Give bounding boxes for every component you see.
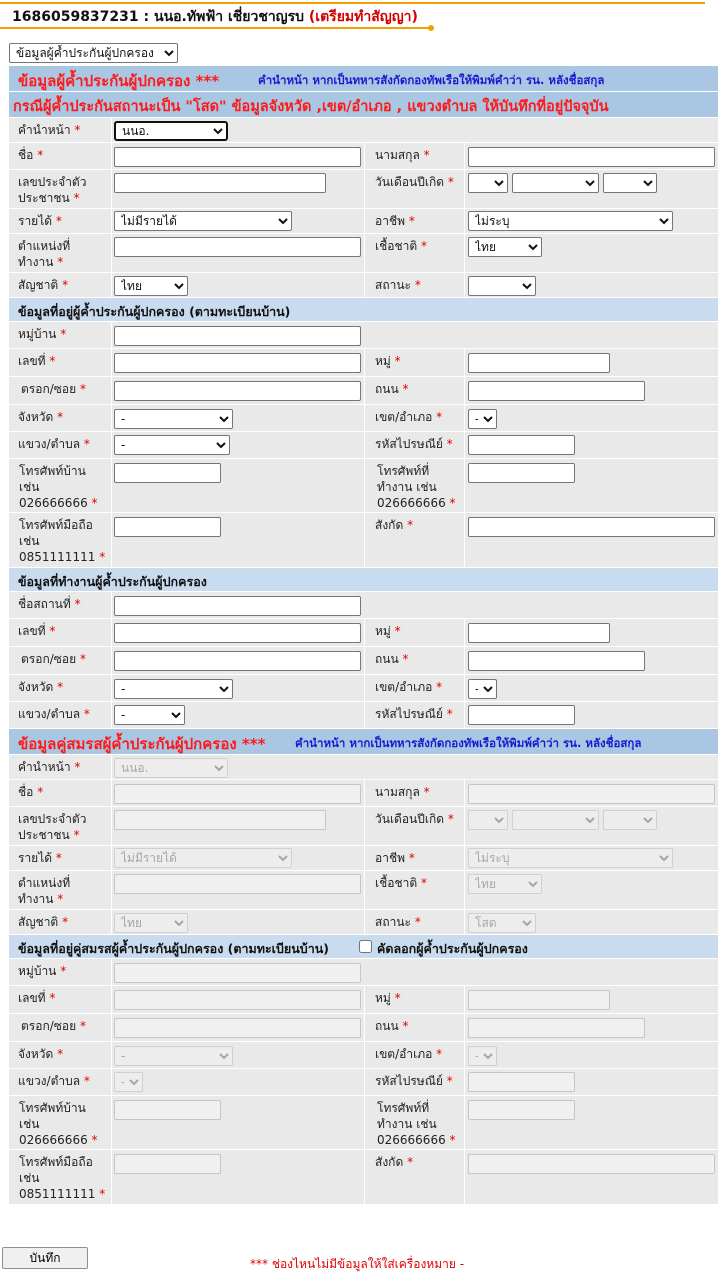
nationality-label: สัญชาติ *: [18, 278, 69, 292]
spouse-house-no-input[interactable]: [114, 990, 361, 1010]
work-road-input[interactable]: [468, 651, 645, 671]
home-phone-label: โทรศัพท์บ้าน เช่น 026666666 *: [19, 464, 98, 510]
moo-input[interactable]: [468, 353, 610, 373]
village-label: หมู่บ้าน *: [18, 327, 67, 341]
marital-status-label: สถานะ *: [375, 278, 421, 292]
workplace-input[interactable]: [114, 596, 361, 616]
guarantor-work-header: [9, 568, 718, 592]
row-spouse-prefix: [9, 755, 718, 780]
affiliation-label: สังกัด *: [375, 518, 414, 532]
row-spouse-subdistrict-postcode: [9, 1069, 718, 1096]
guarantor-address-title: ข้อมูลที่อยู่ผู้ค้ำประกันผู้ปกครอง (ตามทะเบียนบ้าน): [18, 304, 291, 319]
record-id: 1686059837231: [12, 9, 139, 25]
id-card-input[interactable]: [114, 173, 326, 193]
row-work-subdistrict-postcode: [9, 702, 718, 729]
spouse-district-label: เขต/อำเภอ *: [375, 1047, 443, 1061]
spouse-id-card-input[interactable]: [114, 810, 326, 830]
student-name: นนอ.ทัพฟ้า เชี่ยวชาญรบ: [154, 9, 305, 25]
district-label: เขต/อำเภอ *: [375, 410, 443, 424]
postcode-label: รหัสไปรษณีย์ *: [375, 437, 453, 451]
soi-input[interactable]: [114, 381, 361, 401]
guarantor-work-title: ข้อมูลที่ทำงานผู้ค้ำประกันผู้ปกครอง: [18, 574, 207, 589]
birth-year-select[interactable]: [603, 173, 657, 193]
spouse-district-select[interactable]: [468, 1046, 497, 1066]
spouse-nationality-label: สัญชาติ *: [18, 915, 69, 929]
income-label: รายได้ *: [18, 214, 62, 228]
mobile-label: โทรศัพท์มือถือ เช่น 0851111111 *: [19, 518, 106, 564]
work-road-label: ถนน *: [375, 652, 409, 666]
postcode-input[interactable]: [468, 435, 575, 455]
guarantor-section-note: คำนำหน้า หากเป็นทหารสังกัดกองทัพเรือให้พิมพ์คำว่า รน. หลังชื่อสกุล: [258, 73, 605, 87]
header-top-rule: [0, 2, 705, 4]
position-label: ตำแหน่งที่ ทำงาน *: [18, 239, 71, 269]
birth-month-select[interactable]: [512, 173, 599, 193]
single-status-notice: [9, 92, 718, 118]
province-select[interactable]: [114, 409, 233, 429]
spouse-last-name-label: นามสกุล *: [375, 785, 430, 799]
work-house-no-label: เลขที่ *: [18, 624, 56, 638]
first-name-input[interactable]: [114, 147, 361, 167]
spouse-affiliation-label: สังกัด *: [375, 1155, 414, 1169]
row-workplace: [9, 592, 718, 619]
spouse-home-phone-input[interactable]: [114, 1100, 221, 1120]
status-badge: (เตรียมทำสัญญา): [308, 9, 418, 25]
spouse-subdistrict-label: แขวง/ตำบล *: [18, 1074, 90, 1088]
spouse-position-input[interactable]: [114, 874, 361, 894]
row-province-district: [9, 405, 718, 432]
work-district-select[interactable]: [468, 679, 497, 699]
subdistrict-select[interactable]: [114, 435, 230, 455]
spouse-first-name-label: ชื่อ *: [18, 785, 44, 799]
guarantor-section-header: [9, 66, 718, 92]
spouse-position-label: ตำแหน่งที่ ทำงาน *: [18, 876, 71, 906]
spouse-address-header: [9, 935, 718, 959]
spouse-mobile-label: โทรศัพท์มือถือ เช่น 0851111111 *: [19, 1155, 106, 1201]
work-postcode-label: รหัสไปรษณีย์ *: [375, 707, 453, 721]
occupation-select[interactable]: [468, 211, 673, 231]
row-subdistrict-postcode: [9, 432, 718, 459]
spouse-first-name-input[interactable]: [114, 784, 361, 804]
row-spouse-nationality-status: [9, 910, 718, 935]
row-phones: [9, 459, 718, 513]
spouse-income-label: รายได้ *: [18, 851, 62, 865]
work-soi-input[interactable]: [114, 651, 361, 671]
ethnicity-select[interactable]: [468, 237, 542, 257]
first-name-label: ชื่อ *: [18, 148, 44, 162]
spouse-nationality-select[interactable]: [114, 913, 188, 933]
birth-date-label: วันเดือนปีเกิด *: [375, 175, 454, 189]
spouse-section-note: คำนำหน้า หากเป็นทหารสังกัดกองทัพเรือให้พิมพ์คำว่า รน. หลังชื่อสกุล: [295, 736, 642, 750]
road-label: ถนน *: [375, 382, 409, 396]
row-prefix: [9, 118, 718, 143]
row-spouse-province-district: [9, 1042, 718, 1069]
prefix-select[interactable]: [114, 121, 228, 141]
spouse-marital-status-select[interactable]: [468, 913, 536, 933]
row-spouse-village: [9, 959, 718, 986]
spouse-soi-label: ตรอก/ซอย *: [21, 1019, 86, 1033]
spouse-postcode-input[interactable]: [468, 1072, 575, 1092]
row-spouse-position-ethnicity: [9, 871, 718, 910]
row-nationality-status: [9, 273, 718, 298]
work-phone-input[interactable]: [468, 463, 575, 483]
income-select[interactable]: [114, 211, 292, 231]
row-spouse-mobile-affiliation: [9, 1150, 718, 1205]
last-name-label: นามสกุล *: [375, 148, 430, 162]
guarantor-address-header: [9, 298, 718, 322]
header-underline-dot: [428, 25, 434, 31]
work-moo-label: หมู่ *: [375, 624, 401, 638]
spouse-prefix-select[interactable]: [114, 758, 228, 778]
spouse-home-phone-label: โทรศัพท์บ้าน เช่น 026666666 *: [19, 1101, 98, 1147]
road-input[interactable]: [468, 381, 645, 401]
page-title: [12, 6, 418, 28]
save-button[interactable]: บันทึก: [2, 1247, 88, 1269]
spouse-address-title: ข้อมูลที่อยู่คู่สมรสผู้ค้ำประกันผู้ปกครอง (ตามทะเบียนบ้าน): [18, 941, 329, 956]
spouse-income-select[interactable]: [114, 848, 292, 868]
work-province-label: จังหวัด *: [18, 680, 64, 694]
work-subdistrict-label: แขวง/ตำบล *: [18, 707, 90, 721]
work-moo-input[interactable]: [468, 623, 610, 643]
spouse-road-input[interactable]: [468, 1018, 645, 1038]
soi-label: ตรอก/ซอย *: [21, 382, 86, 396]
district-select[interactable]: [468, 409, 497, 429]
footer-note: *** ช่องไหนไม่มีข้อมูลให้ใส่เครื่องหมาย -: [250, 1257, 465, 1271]
spouse-house-no-label: เลขที่ *: [18, 991, 56, 1005]
spouse-work-phone-input[interactable]: [468, 1100, 575, 1120]
last-name-input[interactable]: [468, 147, 715, 167]
workplace-label: ชื่อสถานที่ *: [18, 597, 81, 611]
spouse-birth-day-select[interactable]: [468, 810, 508, 830]
row-position-ethnicity: [9, 234, 718, 273]
row-spouse-soi-road: [9, 1014, 718, 1042]
spouse-moo-input[interactable]: [468, 990, 610, 1010]
row-spouse-houseno-moo: [9, 986, 718, 1014]
copy-guarantor-address-checkbox[interactable]: [359, 940, 372, 953]
spouse-last-name-input[interactable]: [468, 784, 715, 804]
work-postcode-input[interactable]: [468, 705, 575, 725]
home-phone-input[interactable]: [114, 463, 221, 483]
spouse-soi-input[interactable]: [114, 1018, 361, 1038]
spouse-birth-date-label: วันเดือนปีเกิด *: [375, 812, 454, 826]
subdistrict-label: แขวง/ตำบล *: [18, 437, 90, 451]
spouse-occupation-select[interactable]: [468, 848, 673, 868]
spouse-village-label: หมู่บ้าน *: [18, 964, 67, 978]
spouse-birth-month-select[interactable]: [512, 810, 599, 830]
row-spouse-phones: [9, 1096, 718, 1150]
row-soi-road: [9, 377, 718, 405]
row-work-houseno-moo: [9, 619, 718, 647]
work-subdistrict-select[interactable]: [114, 705, 185, 725]
spouse-affiliation-input[interactable]: [468, 1154, 715, 1174]
row-spouse-name: [9, 780, 718, 807]
occupation-label: อาชีพ *: [375, 214, 415, 228]
page-header: [0, 0, 725, 36]
row-income-occupation: [9, 209, 718, 234]
spouse-ethnicity-label: เชื้อชาติ *: [375, 876, 427, 890]
guarantor-section-title: ข้อมูลผู้ค้ำประกันผู้ปกครอง ***: [18, 72, 220, 90]
spouse-ethnicity-select[interactable]: [468, 874, 542, 894]
spouse-road-label: ถนน *: [375, 1019, 409, 1033]
spouse-moo-label: หมู่ *: [375, 991, 401, 1005]
id-card-label: เลขประจำตัว ประชาชน *: [18, 175, 87, 205]
row-id-birth: [9, 170, 718, 209]
copy-guarantor-address-label[interactable]: คัดลอกผู้ค้ำประกันผู้ปกครอง: [377, 941, 528, 956]
row-spouse-id-birth: [9, 807, 718, 846]
single-status-note-text: กรณีผู้ค้ำประกันสถานะเป็น "โสด" ข้อมูลจังหวัด ,เขต/อำเภอ , แขวงตำบล ให้บันทึกที่อยู่ปัจจุบัน: [13, 99, 609, 115]
row-work-soi-road: [9, 647, 718, 675]
title-separator: :: [138, 9, 154, 25]
work-house-no-input[interactable]: [114, 623, 361, 643]
spouse-province-select[interactable]: [114, 1046, 233, 1066]
village-input[interactable]: [114, 326, 361, 346]
spouse-mobile-input[interactable]: [114, 1154, 221, 1174]
mobile-input[interactable]: [114, 517, 221, 537]
work-province-select[interactable]: [114, 679, 233, 699]
nationality-select[interactable]: [114, 276, 188, 296]
position-input[interactable]: [114, 237, 361, 257]
spouse-work-phone-label: โทรศัพท์ที่ ทำงาน เช่น 026666666 *: [377, 1101, 456, 1147]
work-soi-label: ตรอก/ซอย *: [21, 652, 86, 666]
section-select[interactable]: [9, 43, 178, 63]
spouse-occupation-label: อาชีพ *: [375, 851, 415, 865]
row-houseno-moo: [9, 349, 718, 377]
affiliation-input[interactable]: [468, 517, 715, 537]
spouse-id-card-label: เลขประจำตัว ประชาชน *: [18, 812, 87, 842]
header-underline: [0, 27, 430, 29]
row-mobile-affiliation: [9, 513, 718, 568]
spouse-postcode-label: รหัสไปรษณีย์ *: [375, 1074, 453, 1088]
work-district-label: เขต/อำเภอ *: [375, 680, 443, 694]
house-no-input[interactable]: [114, 353, 361, 373]
prefix-label: คำนำหน้า *: [18, 123, 81, 137]
moo-label: หมู่ *: [375, 354, 401, 368]
row-spouse-income-occupation: [9, 846, 718, 871]
spouse-section-header: [9, 729, 718, 755]
spouse-prefix-label: คำนำหน้า *: [18, 760, 81, 774]
marital-status-select[interactable]: [468, 276, 536, 296]
spouse-province-label: จังหวัด *: [18, 1047, 64, 1061]
spouse-birth-year-select[interactable]: [603, 810, 657, 830]
row-name: [9, 143, 718, 170]
spouse-marital-status-label: สถานะ *: [375, 915, 421, 929]
row-work-province-district: [9, 675, 718, 702]
birth-day-select[interactable]: [468, 173, 508, 193]
ethnicity-label: เชื้อชาติ *: [375, 239, 427, 253]
row-village: [9, 322, 718, 349]
province-label: จังหวัด *: [18, 410, 64, 424]
house-no-label: เลขที่ *: [18, 354, 56, 368]
spouse-section-title: ข้อมูลคู่สมรสผู้ค้ำประกันผู้ปกครอง ***: [18, 735, 266, 753]
guarantor-form: [9, 66, 718, 1205]
spouse-village-input[interactable]: [114, 963, 361, 983]
spouse-subdistrict-select[interactable]: [114, 1072, 143, 1092]
work-phone-label: โทรศัพท์ที่ ทำงาน เช่น 026666666 *: [377, 464, 456, 510]
